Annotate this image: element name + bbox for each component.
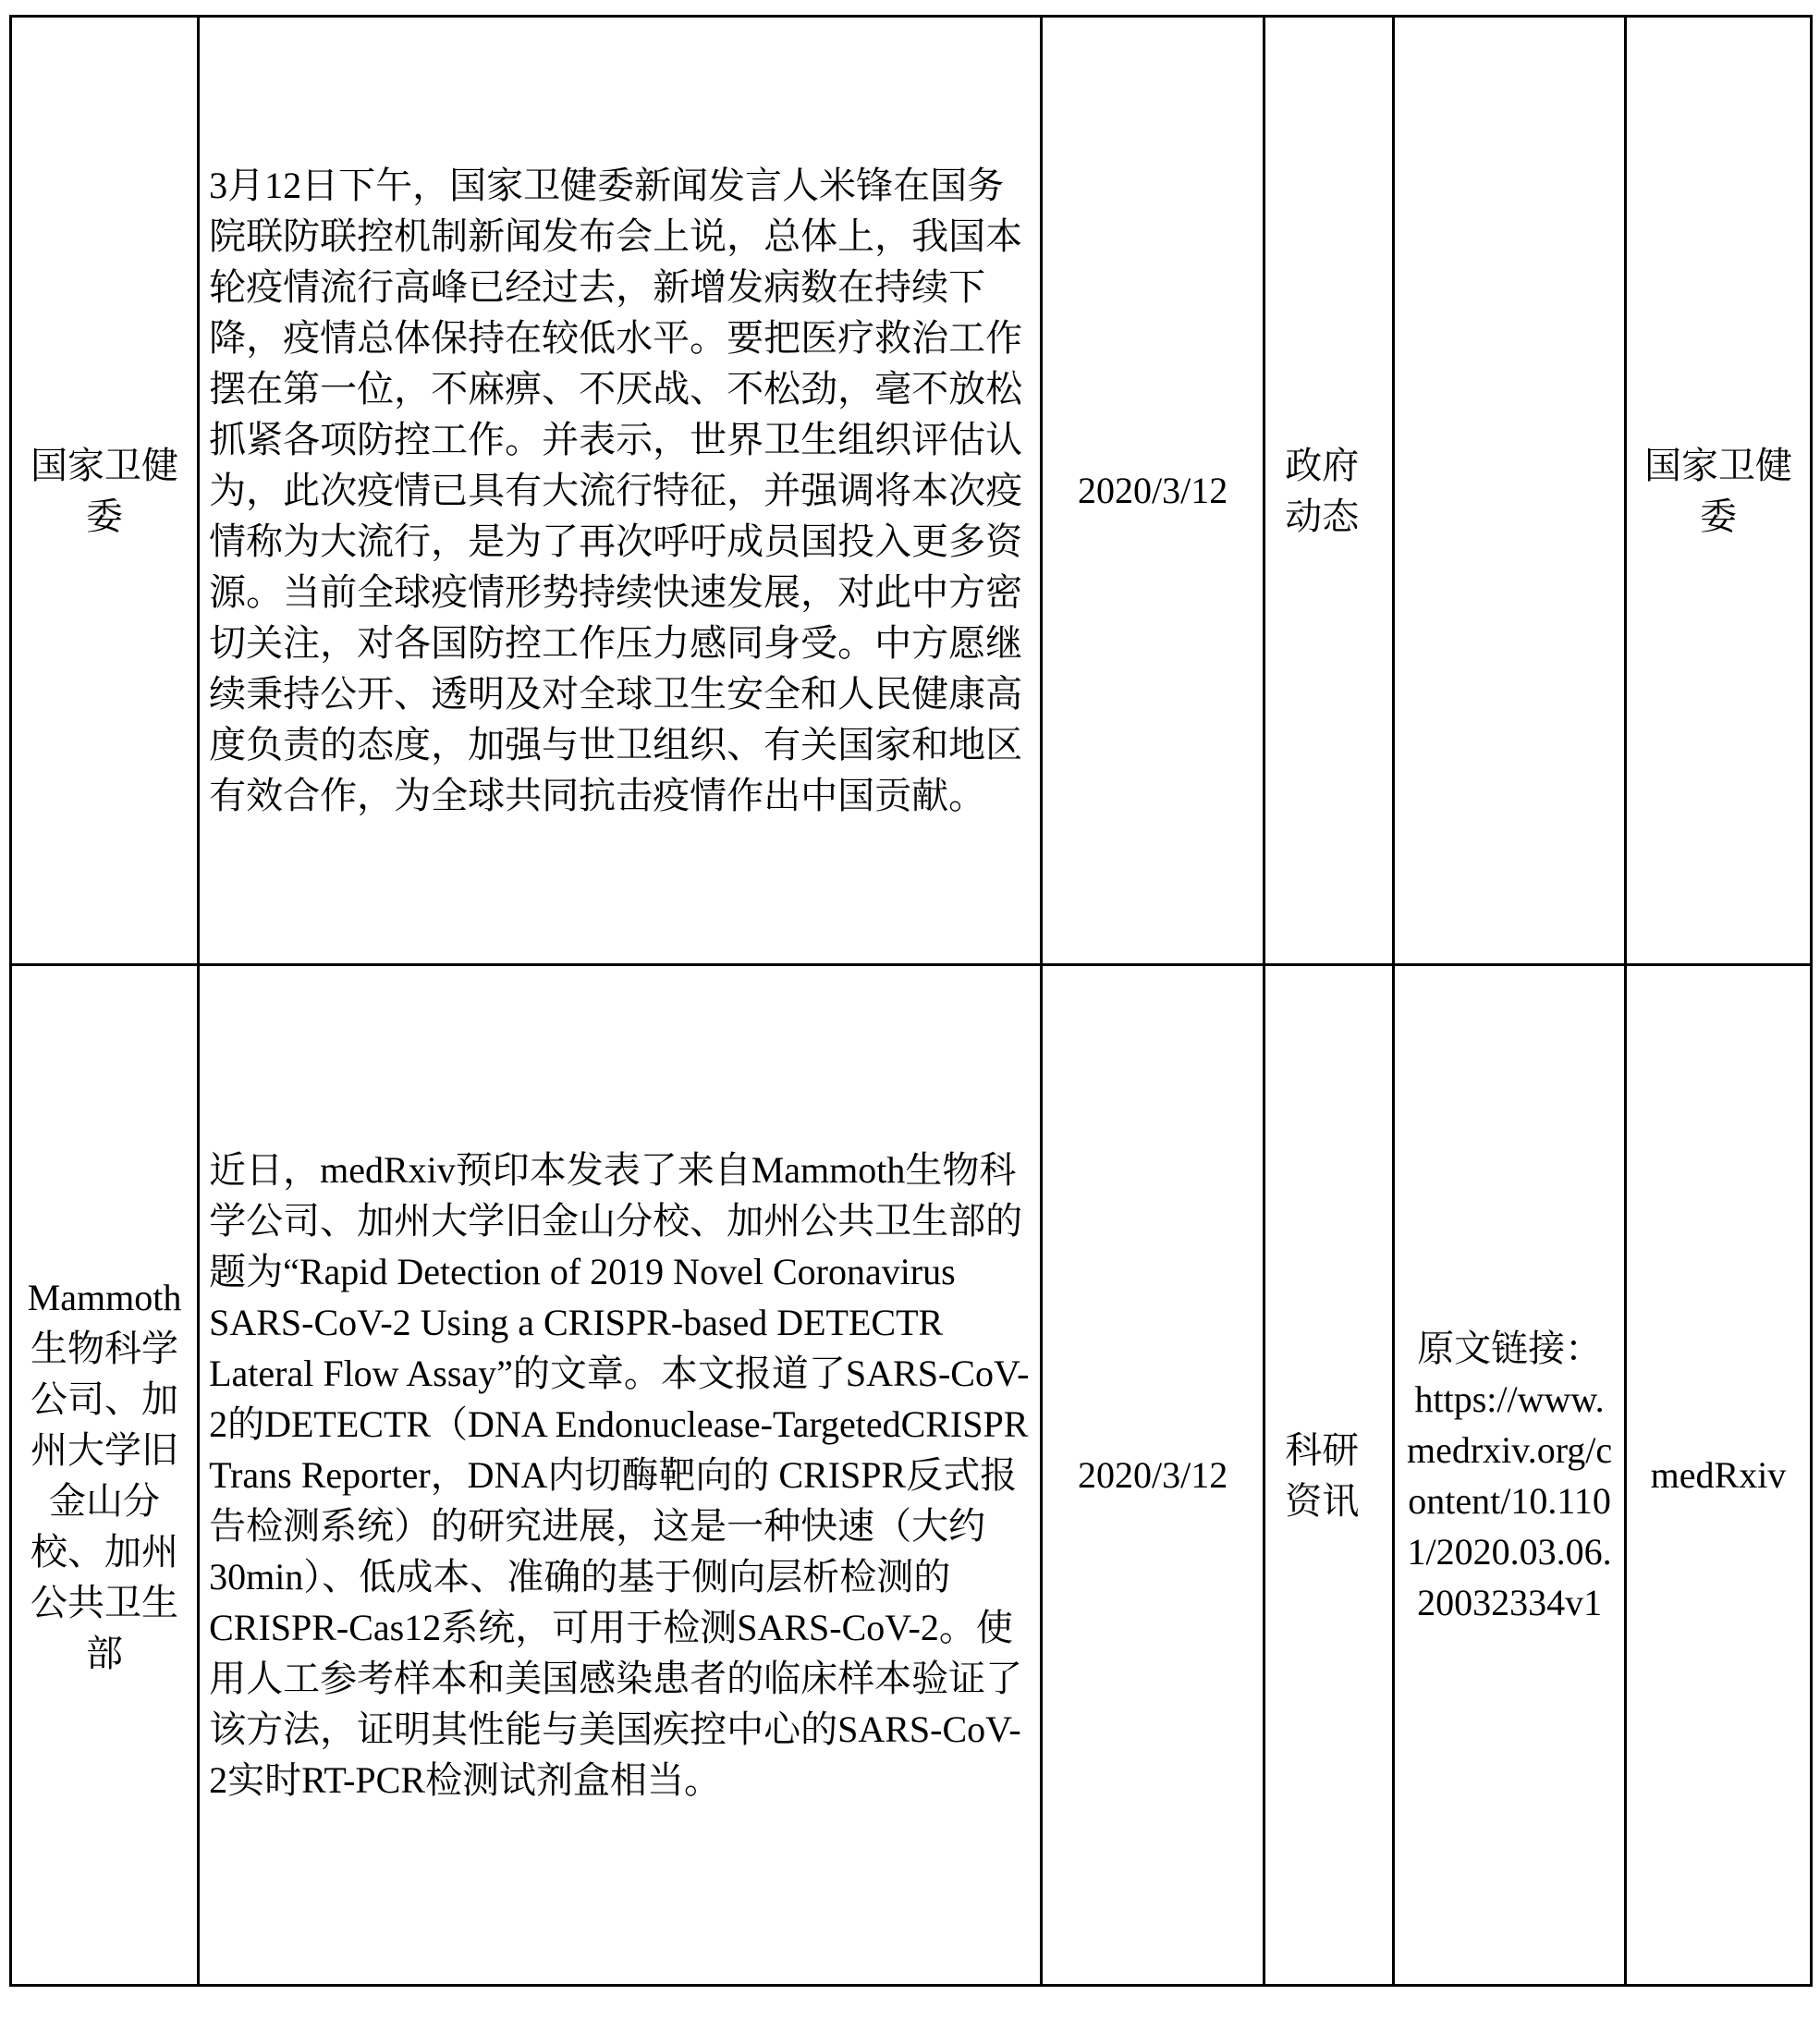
type-text: 政府动态	[1285, 444, 1360, 537]
publisher-text: medRxiv	[1650, 1454, 1787, 1496]
publisher-cell	[1625, 17, 1811, 965]
type-text: 科研资讯	[1285, 1428, 1360, 1522]
publisher-cell	[1625, 965, 1811, 1986]
date-text: 2020/3/12	[1078, 1454, 1228, 1496]
link-url[interactable]: https://www.medrxiv.org/content/10.1101/2020.03.06.20032334v1	[1406, 1377, 1613, 1623]
type-cell	[1264, 965, 1394, 1986]
link-cell	[1394, 17, 1626, 965]
content-text: 3月12日下午，国家卫健委新闻发言人米锋在国务院联防联控机制新闻发布会上说，总体上，我国本轮疫情流行高峰已经过去，新增发病数在持续下降，疫情总体保持在较低水平。要把医疗救治工作摆在第一位，不麻痹、不厌战、不松劲，毫不放松抓紧各项防控工作。并表示，世界卫生组织评估认为，此次疫情已具有大流行特征，并强调将本次疫情称为大流行，是为了再次呼吁成员国投入更多资源。当前全球疫情形势持续快速发展，对此中方密切关注，对各国防控工作压力感同身受。中方愿继续秉持公开、透明及对全球卫生安全和人民健康高度负责的态度，加强与世卫组织、有关国家和地区有效合作，为全球共同抗击疫情作出中国贡献。	[209, 165, 1023, 816]
source-text: Mammoth生物科学公司、加州大学旧金山分校、加州公共卫生部	[27, 1276, 182, 1674]
table-row	[11, 17, 1812, 965]
content-text: 近日，medRxiv预印本发表了来自Mammoth生物科学公司、加州大学旧金山分校、加州公共卫生部的题为“Rapid Detection of 2019 Novel Coronavirus SARS-CoV-2 Using a CRISPR-based DETECTR Lateral Flow Assay”的文章。本文报道了SARS-CoV-2的DETECTR（DNA Endonuclease-TargetedCRISPR Trans Reporter，DNA内切酶靶向的 CRISPR反式报告检测系统）的研究进展，这是一种快速（大约30min）、低成本、准确的基于侧向层析检测的CRISPR-Cas12系统，可用于检测SARS-CoV-2。使用人工参考样本和美国感染患者的临床样本验证了该方法，证明其性能与美国疾控中心的SARS-CoV-2实时RT-PCR检测试剂盒相当。	[209, 1149, 1030, 1801]
publisher-text: 国家卫健委	[1643, 444, 1792, 537]
date-text: 2020/3/12	[1078, 470, 1228, 511]
table-row	[11, 965, 1812, 1986]
content-cell	[199, 17, 1042, 965]
date-cell	[1041, 17, 1264, 965]
link-label: 原文链接：	[1417, 1327, 1603, 1369]
news-table	[9, 15, 1813, 1987]
link-cell	[1394, 965, 1626, 1986]
source-text: 国家卫健委	[31, 444, 179, 537]
date-cell	[1041, 965, 1264, 1986]
source-cell	[11, 965, 199, 1986]
source-cell	[11, 17, 199, 965]
type-cell	[1264, 17, 1394, 965]
content-cell	[199, 965, 1042, 1986]
